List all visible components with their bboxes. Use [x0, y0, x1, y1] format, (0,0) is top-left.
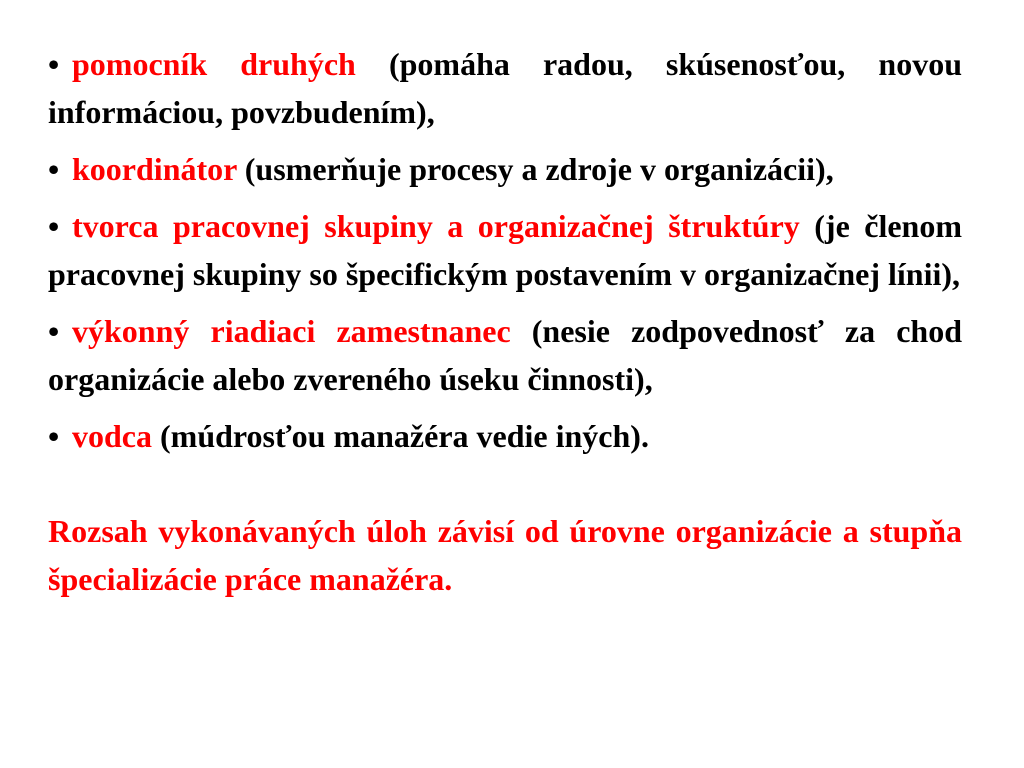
bullet-icon: •	[48, 418, 60, 454]
list-item	[48, 307, 962, 403]
bullet-icon: •	[48, 151, 60, 187]
conclusion-text: Rozsah vykonávaných úloh závisí od úrovne organizácie a stupňa špecializácie práce manažéra.	[48, 513, 962, 597]
list-item	[48, 202, 962, 298]
list-item	[48, 412, 962, 460]
role-term: koordinátor	[72, 151, 237, 187]
role-list	[48, 40, 962, 460]
bullet-icon: •	[48, 46, 60, 82]
role-term: vodca	[72, 418, 152, 454]
bullet-icon: •	[48, 208, 60, 244]
role-term: pomocník druhých	[72, 46, 356, 82]
list-item	[48, 145, 962, 193]
role-description: (usmerňuje procesy a zdroje v organizácii),	[244, 151, 834, 187]
list-item	[48, 40, 962, 136]
role-description: (nesie zodpovednosť za chod organizácie alebo zvereného úseku činnosti),	[48, 313, 963, 397]
role-description: (múdrosťou manažéra vedie iných).	[160, 418, 649, 454]
role-term: tvorca pracovnej skupiny a organizačnej štruktúry	[72, 208, 800, 244]
role-description: (je členom pracovnej skupiny so špecifickým postavením v organizačnej línii),	[48, 208, 963, 292]
role-description: (pomáha radou, skúsenosťou, novou informáciou, povzbudením),	[48, 46, 962, 130]
bullet-icon: •	[48, 313, 60, 349]
role-term: výkonný riadiaci zamestnanec	[72, 313, 511, 349]
